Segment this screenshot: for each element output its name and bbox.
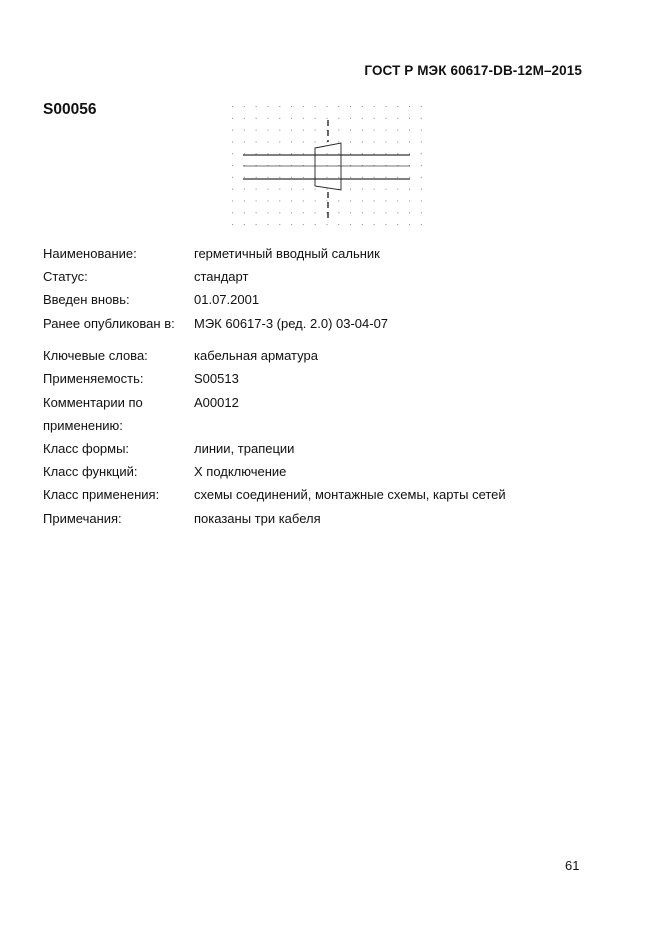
page-number: 61	[565, 858, 580, 873]
property-value: 01.07.2001	[194, 292, 260, 308]
property-label: Статус:	[43, 269, 88, 285]
property-value: МЭК 60617-3 (ред. 2.0) 03-04-07	[194, 315, 389, 331]
property-row-introduced	[43, 290, 506, 313]
property-label: Примечания:	[43, 510, 122, 526]
property-value: S00513	[194, 371, 239, 387]
section-gap	[43, 337, 506, 347]
property-label: Применяемость:	[43, 371, 144, 387]
cable-gland-icon	[225, 100, 430, 230]
property-value: показаны три кабеля	[194, 510, 321, 526]
property-row-previously-published	[43, 314, 506, 337]
property-row-function-class	[43, 462, 506, 485]
property-label: Класс функций:	[43, 464, 138, 480]
property-value: схемы соединений, монтажные схемы, карты сетей	[194, 487, 506, 503]
property-row-application-class	[43, 485, 506, 508]
property-value: X подключение	[194, 464, 287, 480]
property-value: линии, трапеции	[194, 441, 295, 456]
property-row-keywords	[43, 346, 506, 369]
property-value: стандарт	[194, 269, 249, 285]
property-value: кабельная арматура	[194, 348, 318, 364]
property-row-applicability	[43, 369, 506, 392]
symbol-properties	[43, 244, 506, 532]
property-row-application-notes	[43, 393, 506, 416]
property-value: A00012	[194, 394, 239, 410]
property-label: Класс формы:	[43, 441, 130, 456]
symbol-id: S00056	[43, 101, 97, 118]
property-label: Класс применения:	[43, 487, 160, 503]
property-label: Комментарии по	[43, 394, 143, 410]
property-row-notes	[43, 509, 506, 532]
property-label: Наименование:	[43, 246, 137, 261]
property-value: герметичный вводный сальник	[194, 246, 380, 261]
property-row-name	[43, 244, 506, 267]
property-label: применению:	[43, 417, 123, 433]
property-label: Введен вновь:	[43, 292, 130, 308]
property-label: Ранее опубликован в:	[43, 315, 175, 331]
document-header: ГОСТ Р МЭК 60617-DB-12M–2015	[364, 63, 582, 78]
property-label: Ключевые слова:	[43, 348, 148, 364]
property-row-application-notes-cont	[43, 416, 506, 439]
symbol-graphic	[225, 100, 430, 230]
property-row-shape-class	[43, 439, 506, 462]
property-row-status	[43, 267, 506, 290]
